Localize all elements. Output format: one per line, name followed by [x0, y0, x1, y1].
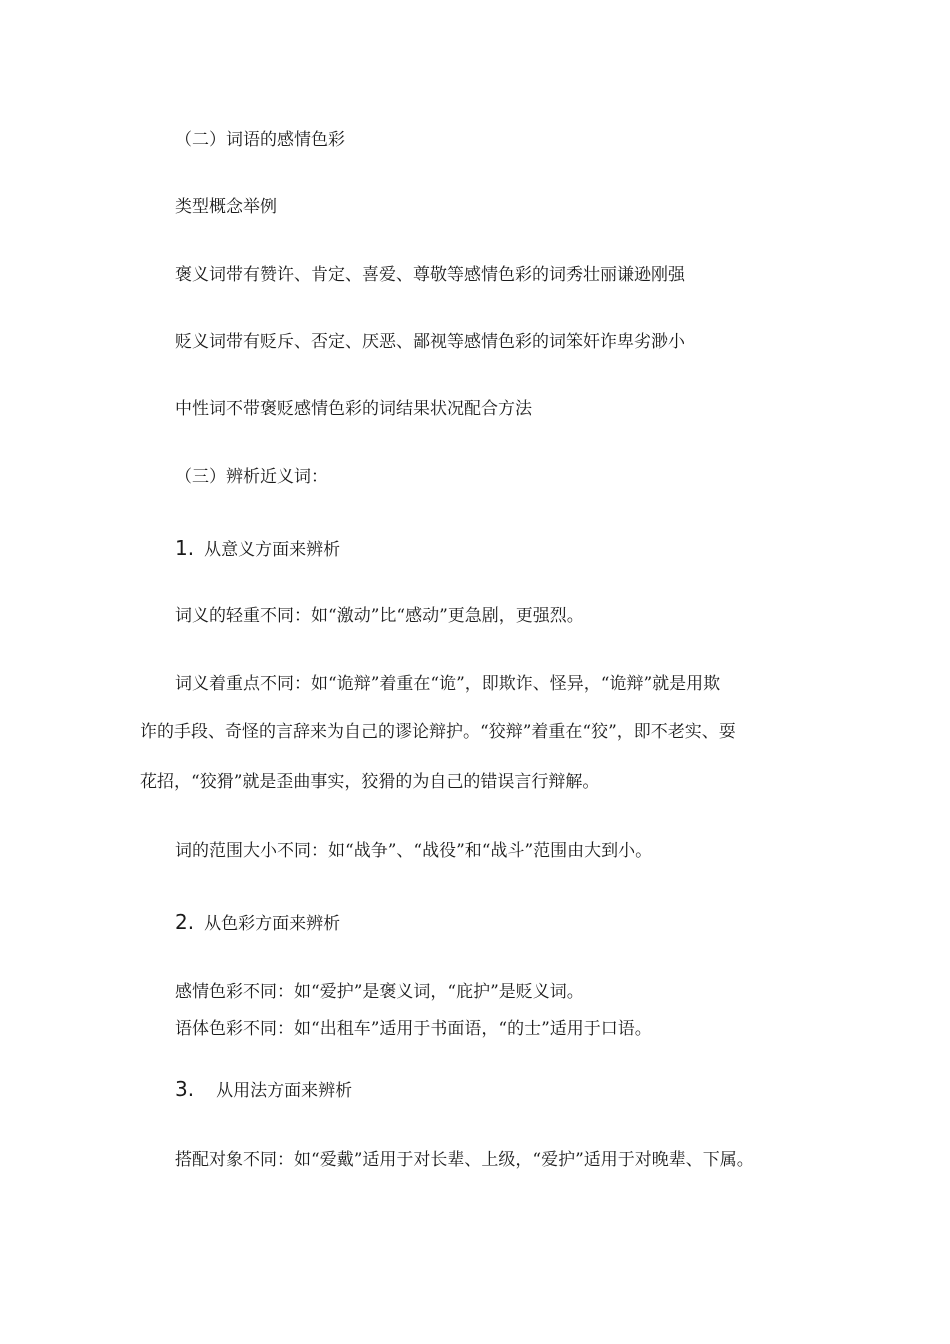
paragraph-weight: 词义的轻重不同：如“激动”比“感动”更急剧，更强烈。: [175, 606, 584, 626]
paragraph-register: 语体色彩不同：如“出租车”适用于书面语，“的士”适用于口语。: [175, 1019, 652, 1039]
paragraph-emphasis-line1: 词义着重点不同：如“诡辩”着重在“诡”，即欺诈、怪异，“诡辩”就是用欺: [175, 674, 721, 694]
subsection-number: 1.: [175, 536, 195, 560]
table-row-positive: 褒义词带有赞许、肯定、喜爱、尊敬等感情色彩的词秀壮丽谦逊刚强: [175, 265, 685, 285]
subsection-heading-meaning: [175, 536, 340, 562]
section-heading-synonyms: （三）辨析近义词：: [175, 467, 328, 487]
subsection-heading-usage: [175, 1077, 352, 1103]
paragraph-emphasis-line2: 诈的手段、奇怪的言辞来为自己的谬论辩护。“狡辩”着重在“狡”，即不老实、耍: [140, 722, 736, 742]
paragraph-emphasis-line3: 花招，“狡猾”就是歪曲事实，狡猾的为自己的错误言行辩解。: [140, 772, 600, 792]
table-header: 类型概念举例: [175, 197, 277, 217]
subsection-title: 从意义方面来辨析: [204, 540, 341, 560]
section-heading-emotional-color: （二）词语的感情色彩: [175, 130, 345, 150]
subsection-number: 3.: [175, 1077, 195, 1101]
paragraph-collocation: 搭配对象不同：如“爱戴”适用于对长辈、上级，“爱护”适用于对晚辈、下属。: [175, 1150, 754, 1170]
subsection-title: 从色彩方面来辨析: [204, 914, 341, 934]
table-row-neutral: 中性词不带褒贬感情色彩的词结果状况配合方法: [175, 399, 532, 419]
table-row-negative: 贬义词带有贬斥、否定、厌恶、鄙视等感情色彩的词笨奸诈卑劣渺小: [175, 332, 685, 352]
subsection-heading-color: [175, 910, 340, 936]
subsection-title: 从用法方面来辨析: [216, 1081, 353, 1101]
paragraph-scope: 词的范围大小不同：如“战争”、“战役”和“战斗”范围由大到小。: [175, 841, 653, 861]
subsection-number: 2.: [175, 910, 195, 934]
paragraph-emotion: 感情色彩不同：如“爱护”是褒义词，“庇护”是贬义词。: [175, 982, 584, 1002]
